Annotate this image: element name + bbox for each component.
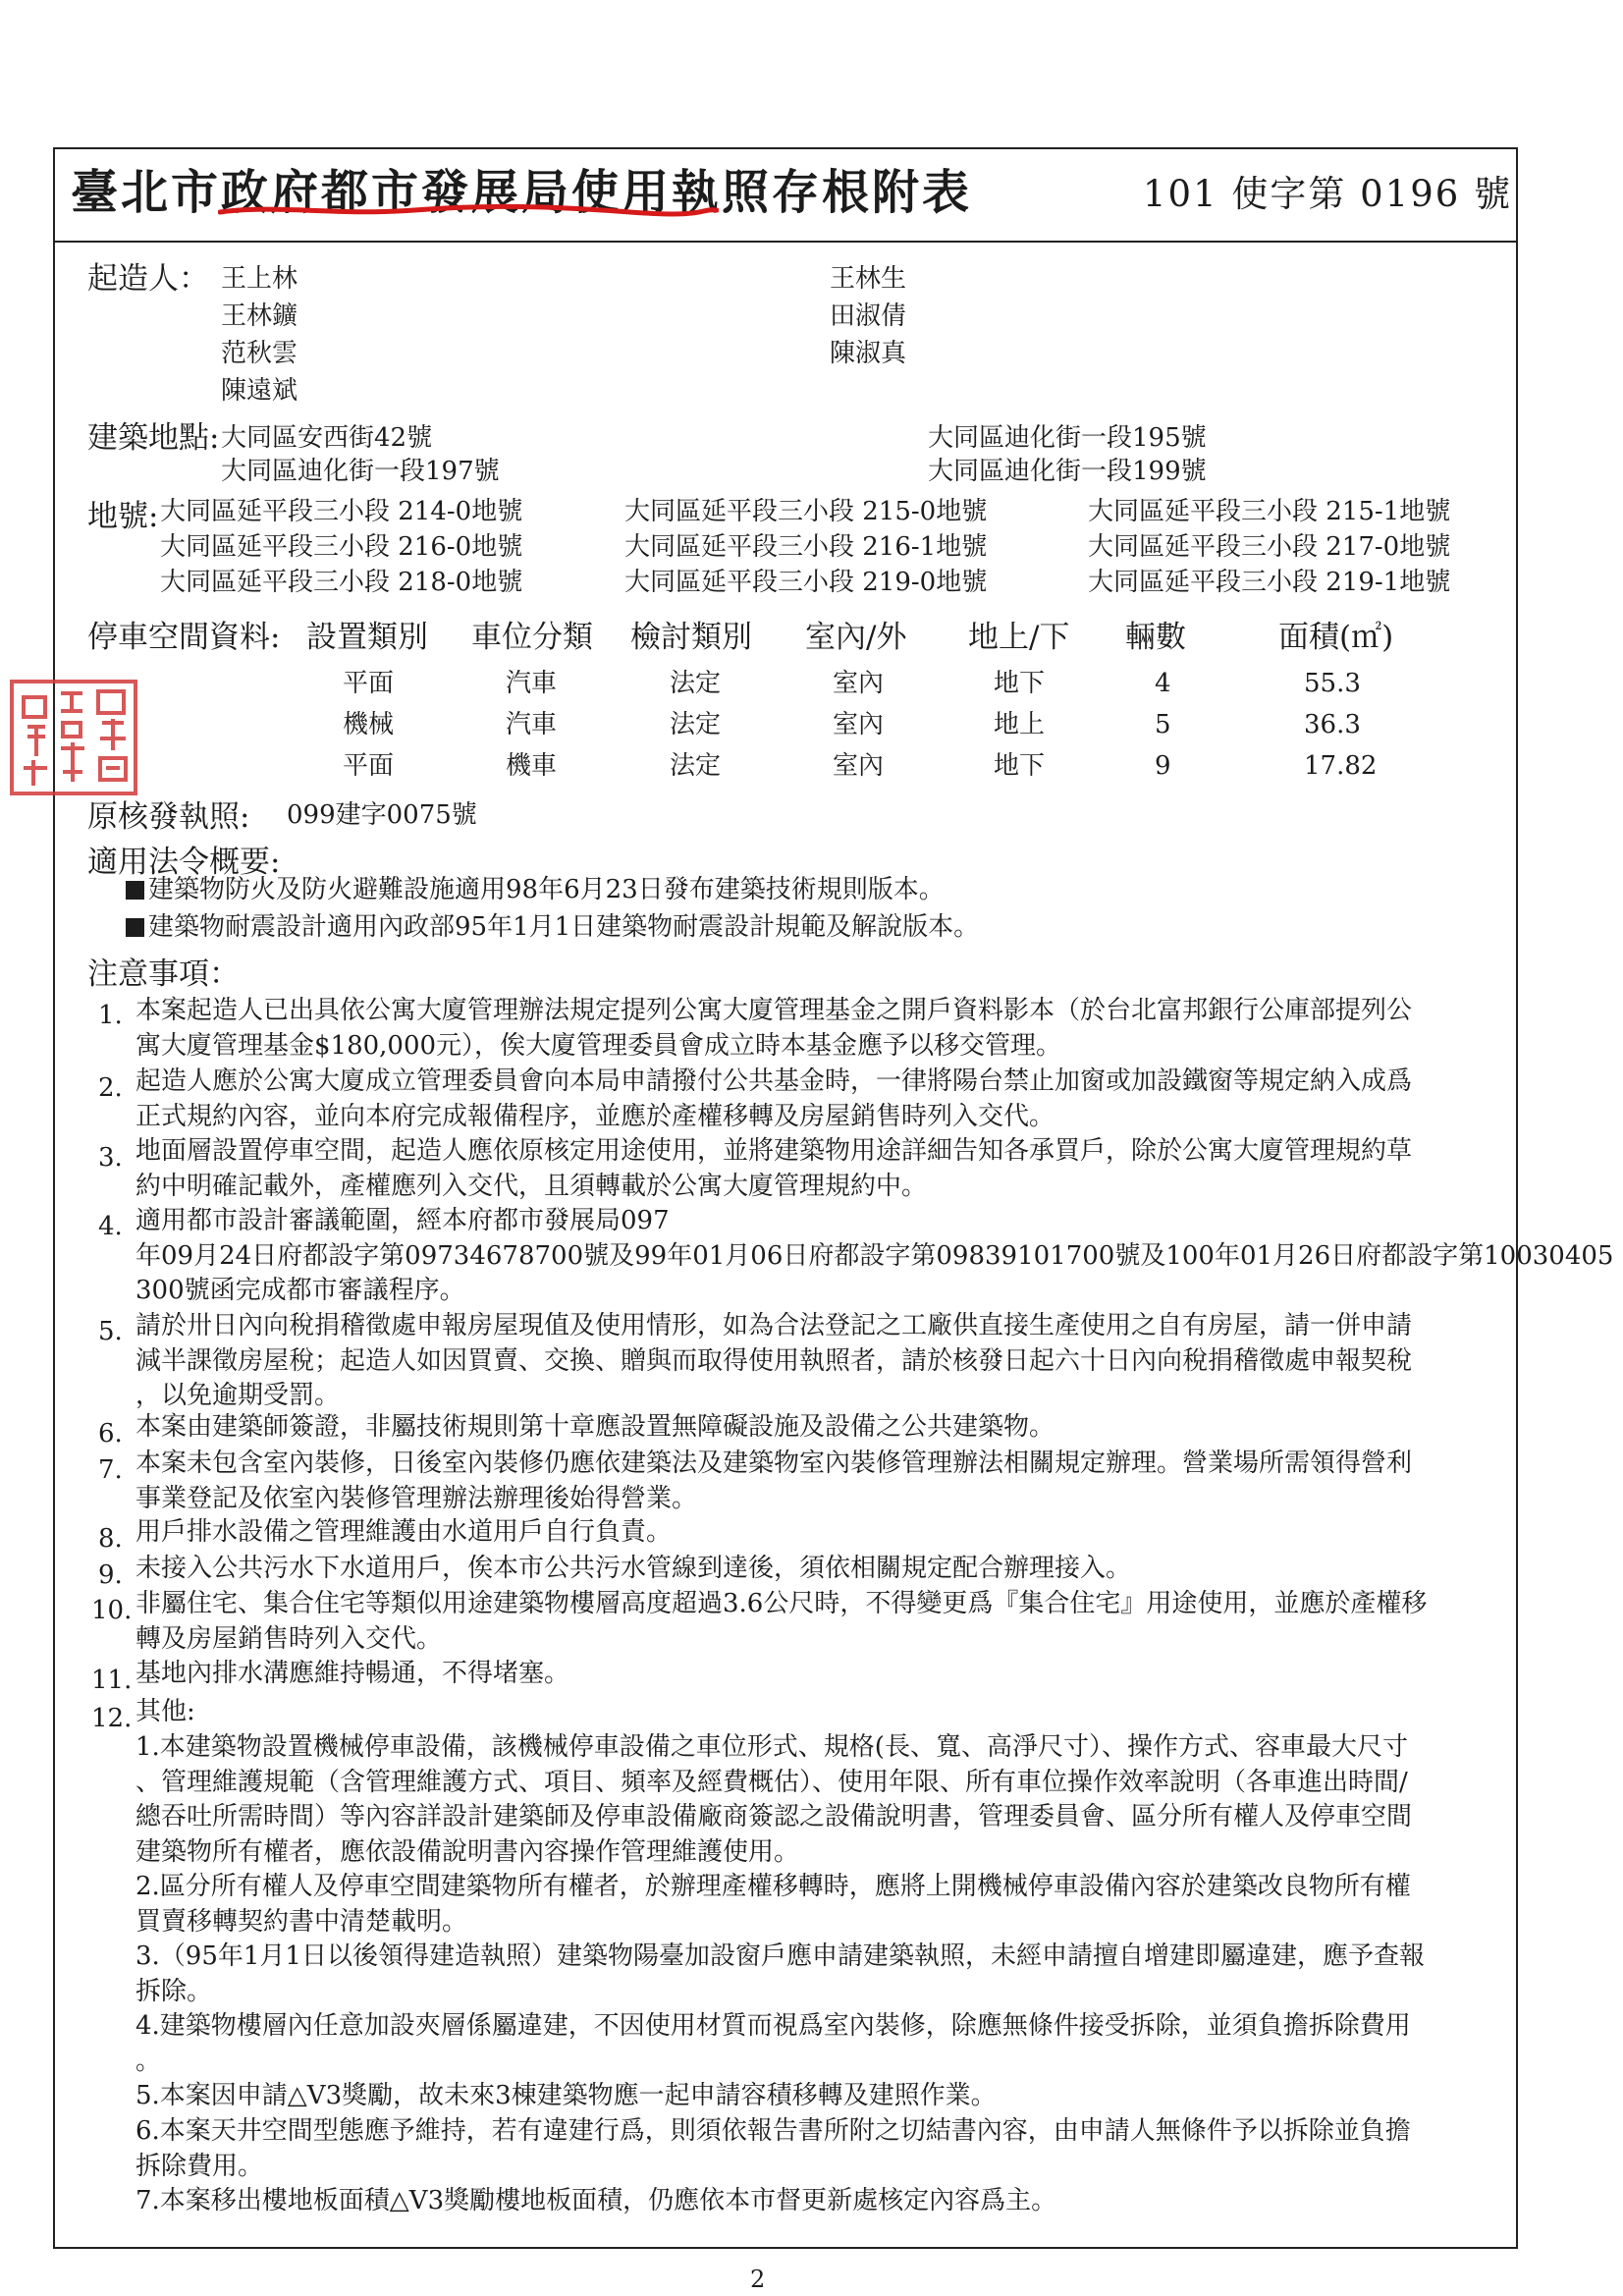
parking-cell: 機車: [506, 751, 558, 781]
regulation-text: 建築物防火及防火避難設施適用98年6月23日發布建築技術規則版本。: [148, 875, 945, 904]
note-12-sub-5: [135, 2079, 997, 2114]
lot-number: 大同區延平段三小段 216-0地號: [160, 532, 523, 562]
site-address: 大同區迪化街一段197號: [221, 457, 500, 486]
note-12-sub-3: [135, 1940, 1425, 2009]
document-title: 臺北市政府都市發展局使用執照存根附表: [71, 165, 973, 220]
note-8: [135, 1515, 672, 1551]
note-line: 5.本案因申請△V3獎勵，故未來3棟建築物應一起申請容積移轉及建照作業。: [135, 2081, 997, 2110]
note-12-sub-1: [135, 1730, 1412, 1870]
note-line: 未接入公共污水下水道用戶，俟本市公共污水管線到達後，須依相關規定配合辦理接入。: [135, 1554, 1132, 1583]
notes-label: 注意事項：: [87, 957, 240, 992]
parking-cell: 汽車: [506, 669, 558, 698]
lot-number: 大同區延平段三小段 215-0地號: [624, 497, 988, 526]
parking-header: 面積(㎡): [1278, 620, 1394, 655]
applicant-name: 王上林: [221, 264, 298, 294]
note-number: 5.: [98, 1317, 123, 1346]
parking-cell: 室內: [833, 669, 885, 698]
note-1: [135, 994, 1412, 1064]
regulation-item: [126, 874, 945, 906]
lot-number: 大同區延平段三小段 214-0地號: [160, 497, 523, 526]
parking-header: 設置類別: [306, 620, 428, 655]
note-line: 300號函完成都市審議程序。: [135, 1276, 465, 1305]
note-line: 7.本案移出樓地板面積△V3獎勵樓地板面積，仍應依本市督更新處核定內容爲主。: [135, 2186, 1057, 2215]
note-line: 適用都市設計審議範圍，經本府都市發展局097: [135, 1206, 670, 1235]
note-line: 1.本建築物設置機械停車設備，該機械停車設備之車位形式、規格(長、寬、高淨尺寸）、操作方式、容車最大尺寸: [135, 1732, 1408, 1762]
note-number: 3.: [98, 1143, 123, 1173]
note-12-sub-7: [135, 2184, 1056, 2219]
note-number: 9.: [98, 1560, 123, 1590]
note-number: 2.: [98, 1073, 123, 1103]
page-number: 2: [750, 2266, 766, 2293]
note-9: [135, 1552, 1131, 1587]
applicant-name: 陳淑真: [830, 339, 907, 368]
original-permit-value: 099建字0075號: [287, 800, 477, 830]
parking-cell: 地下: [994, 669, 1046, 698]
parking-cell: 法定: [670, 710, 722, 739]
square-bullet-icon: [126, 918, 144, 937]
parking-cell: 平面: [343, 751, 395, 781]
note-12-sub-6: [135, 2114, 1411, 2184]
note-line: 拆除。: [135, 1976, 213, 2006]
site-address: 大同區安西街42號: [221, 423, 433, 453]
note-number: 6.: [98, 1419, 123, 1449]
parking-cell: 36.3: [1304, 710, 1361, 739]
parking-cell: 機械: [343, 710, 395, 739]
note-line: 減半課徵房屋稅；起造人如因買賣、交換、贈與而取得使用執照者，請於核發日起六十日內向稅捐稽徵處申報契稅: [135, 1345, 1413, 1376]
note-line: 買賣移轉契約書中清楚載明。: [135, 1906, 468, 1937]
note-11: [135, 1657, 569, 1692]
lot-number: 大同區延平段三小段 216-1地號: [624, 532, 988, 562]
lot-number: 大同區延平段三小段 215-1地號: [1088, 497, 1451, 526]
parking-cell: 室內: [833, 751, 885, 781]
note-4: [135, 1204, 1613, 1309]
parking-cell: 法定: [670, 669, 722, 698]
parking-cell: 地上: [994, 710, 1046, 739]
note-line: 3.（95年1月1日以後領得建造執照）建築物陽臺加設窗戶應申請建築執照，未經申請擅自增建即屬違建，應予查報: [135, 1941, 1425, 1971]
parking-cell: 55.3: [1304, 669, 1361, 698]
note-12: [135, 1695, 195, 1730]
lot-label: 地號:: [87, 499, 159, 534]
parking-header: 檢討類別: [630, 620, 752, 655]
parking-header: 車位分類: [471, 620, 593, 655]
lot-number: 大同區延平段三小段 218-0地號: [160, 568, 523, 597]
regulation-item: [126, 911, 979, 944]
note-line: 事業登記及依室內裝修管理辦法辦理後始得營業。: [135, 1483, 698, 1513]
permit-number: 101 使字第 0196 號: [1143, 173, 1513, 215]
site-address: 大同區迪化街一段195號: [928, 423, 1207, 453]
note-number: 1.: [98, 1001, 123, 1030]
parking-cell: 汽車: [506, 710, 558, 739]
note-line: 年09月24日府都設字第09734678700號及99年01月06日府都設字第09839101700號及100年01月26日府都設字第10030405: [135, 1240, 1614, 1271]
note-12-sub-4: [135, 2009, 1411, 2079]
square-bullet-icon: [126, 881, 144, 900]
note-line: 寓大廈管理基金$180,000元），俟大廈管理委員會成立時本基金應予以移交管理。: [135, 1030, 1062, 1061]
parking-cell: 法定: [670, 751, 722, 781]
note-line: 約中明確記載外，產權應列入交代，且須轉載於公寓大廈管理規約中。: [135, 1171, 928, 1201]
note-6: [135, 1410, 1055, 1446]
note-10: [135, 1587, 1427, 1657]
note-line: 正式規約內容，並向本府完成報備程序，並應於產權移轉及房屋銷售時列入交代。: [135, 1101, 1055, 1131]
note-line: 請於卅日內向稅捐稽徵處申報房屋現值及使用情形，如為合法登記之工廠供直接生產使用之自有房屋，請一併申請: [135, 1311, 1413, 1340]
note-number: 7.: [98, 1455, 123, 1485]
note-line: 地面層設置停車空間，起造人應依原核定用途使用，並將建築物用途詳細告知各承買戶，除於公寓大廈管理規約草: [135, 1136, 1413, 1166]
note-line: 轉及房屋銷售時列入交代。: [135, 1623, 443, 1654]
note-line: 建築物所有權者，應依設備說明書內容操作管理維護使用。: [135, 1836, 800, 1867]
note-number: 12.: [91, 1704, 133, 1733]
lot-number: 大同區延平段三小段 217-0地號: [1088, 532, 1451, 562]
parking-cell: 4: [1155, 669, 1171, 698]
parking-header: 輛數: [1125, 620, 1186, 655]
note-line: 6.本案天井空間型態應予維持，若有違建行爲，則須依報告書所附之切結書內容，由申請人無條件予以拆除並負擔: [135, 2116, 1411, 2146]
note-number: 4.: [98, 1212, 123, 1241]
note-number: 10.: [91, 1596, 133, 1625]
applicant-name: 王林鑛: [221, 301, 298, 331]
site-address: 大同區迪化街一段199號: [928, 457, 1207, 486]
note-line: 其他:: [135, 1697, 195, 1726]
note-line: 起造人應於公寓大廈成立管理委員會向本局申請撥付公共基金時，一律將陽台禁止加窗或加設鐵窗等規定納入成爲: [135, 1066, 1413, 1096]
applicant-name: 范秋雲: [221, 339, 298, 368]
parking-cell: 17.82: [1304, 751, 1378, 781]
applicant-label: 起造人：: [87, 261, 209, 297]
note-number: 11.: [91, 1666, 133, 1695]
note-number: 8.: [98, 1524, 123, 1554]
note-line: ，以免逾期受罰。: [135, 1381, 341, 1410]
lot-number: 大同區延平段三小段 219-0地號: [624, 568, 988, 597]
parking-cell: 地下: [994, 751, 1046, 781]
parking-label: 停車空間資料:: [87, 620, 281, 655]
note-3: [135, 1134, 1412, 1204]
note-line: 用戶排水設備之管理維護由水道用戶自行負責。: [135, 1517, 673, 1547]
note-12-sub-2: [135, 1870, 1411, 1940]
applicant-name: 田淑倩: [830, 301, 907, 331]
note-line: 本案未包含室內裝修，日後室內裝修仍應依建築法及建築物室內裝修管理辦法相關規定辦理。營業場所需領得營利: [135, 1449, 1413, 1478]
lot-number: 大同區延平段三小段 219-1地號: [1088, 568, 1451, 597]
parking-cell: 平面: [343, 669, 395, 698]
note-7: [135, 1447, 1412, 1516]
site-label: 建築地點:: [87, 420, 220, 456]
note-line: 本案由建築師簽證，非屬技術規則第十章應設置無障礙設施及設備之公共建築物。: [135, 1412, 1055, 1442]
note-5: [135, 1309, 1412, 1414]
note-line: 4.建築物樓層內任意加設夾層係屬違建，不因使用材質而視爲室內裝修，除應無條件接受拆除，並須負擔拆除費用: [135, 2011, 1411, 2041]
applicant-name: 王林生: [830, 264, 907, 294]
note-line: 。: [135, 2046, 162, 2076]
parking-header: 地上/下: [968, 620, 1070, 655]
note-line: 拆除費用。: [135, 2151, 264, 2181]
note-line: 2.區分所有權人及停車空間建築物所有權者，於辦理產權移轉時，應將上開機械停車設備內容於建築改良物所有權: [135, 1872, 1411, 1901]
regulations-label: 適用法令概要:: [87, 845, 281, 880]
applicant-name: 陳遠斌: [221, 376, 298, 406]
note-line: 、管理維護規範（含管理維護方式、項目、頻率及經費概估）、使用年限、所有車位操作效率說明（各車進出時間/: [135, 1767, 1408, 1797]
note-line: 總吞吐所需時間）等內容詳設計建築師及停車設備廠商簽認之設備說明書，管理委員會、區分所有權人及停車空間: [135, 1802, 1413, 1831]
note-line: 本案起造人已出具依公寓大廈管理辦法規定提列公寓大廈管理基金之開戶資料影本（於台北富邦銀行公庫部提列公: [135, 996, 1413, 1025]
parking-header: 室內/外: [805, 620, 907, 655]
note-2: [135, 1065, 1412, 1134]
note-line: 基地內排水溝應維持暢通，不得堵塞。: [135, 1659, 570, 1688]
parking-cell: 9: [1155, 751, 1171, 781]
note-line: 非屬住宅、集合住宅等類似用途建築物樓層高度超過3.6公尺時，不得變更爲『集合住宅』用途使用，並應於產權移: [135, 1589, 1428, 1618]
parking-cell: 室內: [833, 710, 885, 739]
parking-cell: 5: [1155, 710, 1171, 739]
original-permit-label: 原核發執照:: [87, 799, 250, 835]
regulation-text: 建築物耐震設計適用內政部95年1月1日建築物耐震設計規範及解說版本。: [148, 912, 980, 942]
